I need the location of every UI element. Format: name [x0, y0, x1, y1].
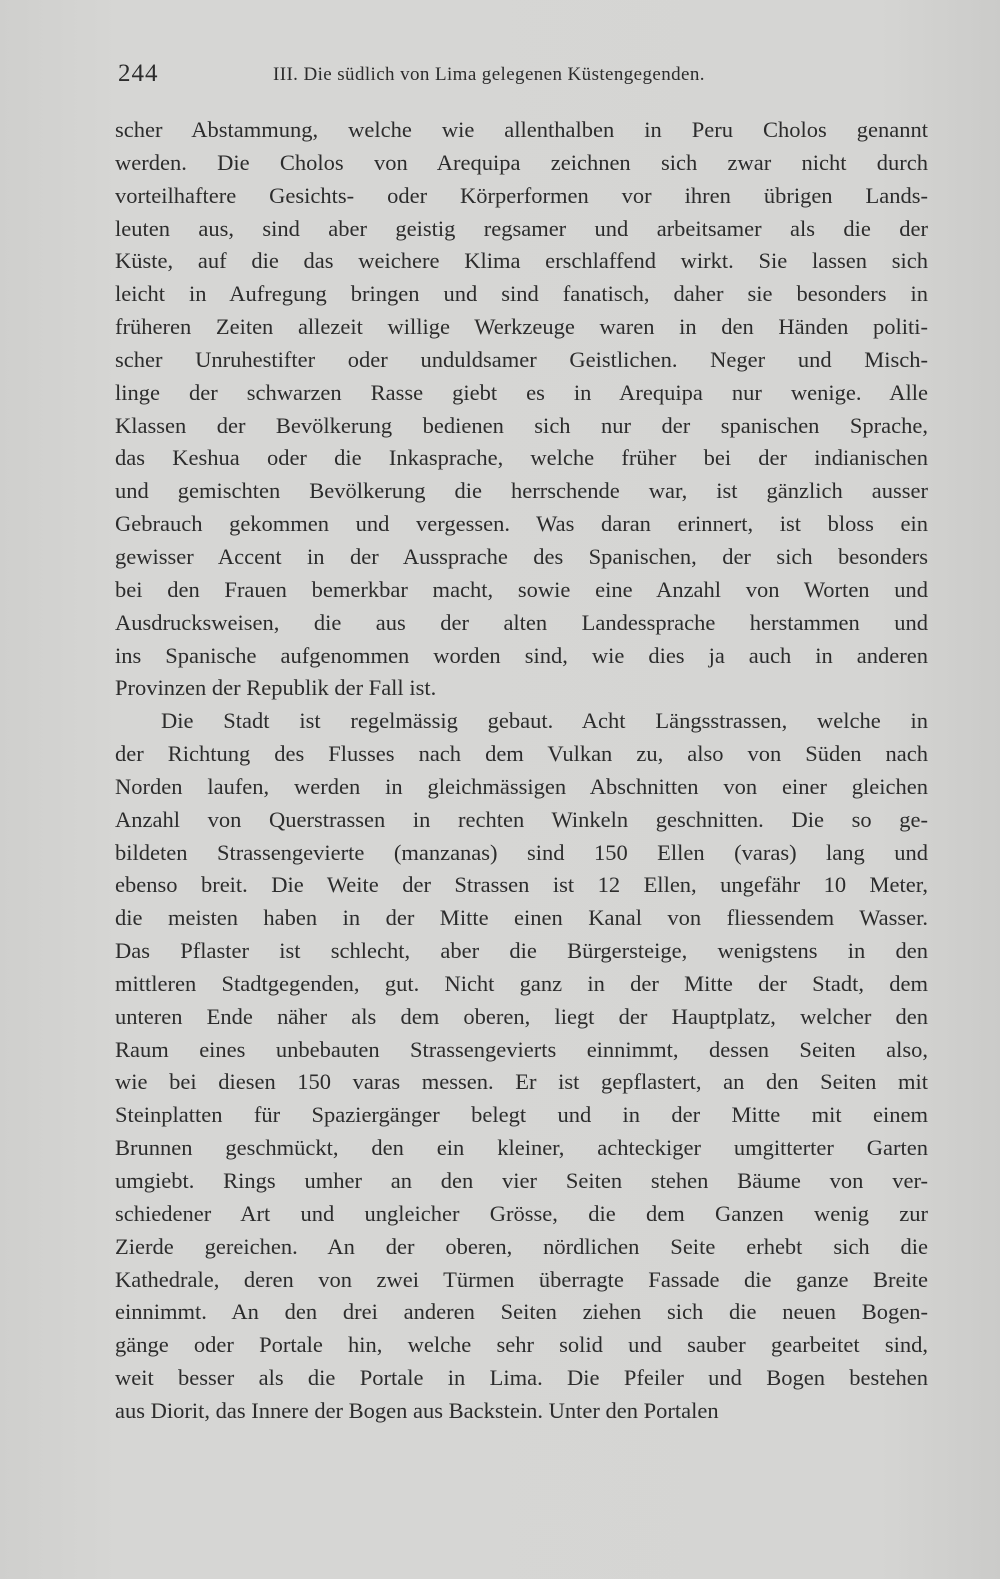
body-text	[115, 114, 928, 1428]
text-line: Norden laufen, werden in gleichmässigen Abschnitten von einer gleichen	[115, 773, 928, 799]
text-line: leuten aus, sind aber geistig regsamer und arbeitsamer als die der	[115, 215, 928, 241]
text-line: Raum eines unbebauten Strassengevierts einnimmt, dessen Seiten also,	[115, 1036, 928, 1062]
page-number: 244	[118, 60, 159, 87]
text-line: Anzahl von Querstrassen in rechten Winkeln geschnitten. Die so ge-	[115, 806, 928, 832]
text-line: und gemischten Bevölkerung die herrschende war, ist gänzlich ausser	[115, 478, 928, 504]
text-line: Ausdrucksweisen, die aus der alten Landessprache herstammen und	[115, 609, 928, 635]
paragraph	[115, 705, 928, 1428]
text-line: bei den Frauen bemerkbar macht, sowie eine Anzahl von Worten und	[115, 576, 928, 602]
text-line: das Keshua oder die Inkasprache, welche früher bei der indianischen	[115, 445, 928, 471]
text-line: weit besser als die Portale in Lima. Die Pfeiler und Bogen bestehen	[115, 1365, 928, 1391]
text-line: früheren Zeiten allezeit willige Werkzeuge waren in den Händen politi-	[115, 314, 928, 340]
text-line: aus Diorit, das Innere der Bogen aus Backstein. Unter den Portalen	[115, 1397, 719, 1423]
text-line: gewisser Accent in der Aussprache des Spanischen, der sich besonders	[115, 543, 928, 569]
text-line: Steinplatten für Spaziergänger belegt und in der Mitte mit einem	[115, 1102, 928, 1128]
paragraph	[115, 114, 928, 705]
text-line: wie bei diesen 150 varas messen. Er ist gepflastert, an den Seiten mit	[115, 1069, 928, 1095]
text-line: Brunnen geschmückt, den ein kleiner, achteckiger umgitterter Garten	[115, 1135, 928, 1161]
text-line: umgiebt. Rings umher an den vier Seiten stehen Bäume von ver-	[115, 1168, 928, 1193]
text-line: der Richtung des Flusses nach dem Vulkan zu, also von Süden nach	[115, 741, 928, 767]
text-line: die meisten haben in der Mitte einen Kanal von fliessendem Wasser.	[115, 905, 928, 931]
text-line: Zierde gereichen. An der oberen, nördlichen Seite erhebt sich die	[115, 1233, 928, 1259]
text-line: ins Spanische aufgenommen worden sind, wie dies ja auch in anderen	[115, 642, 928, 668]
text-line: werden. Die Cholos von Arequipa zeichnen sich zwar nicht durch	[115, 149, 928, 175]
text-line: mittleren Stadtgegenden, gut. Nicht ganz in der Mitte der Stadt, dem	[115, 970, 928, 996]
text-line: gänge oder Portale hin, welche sehr solid und sauber gearbeitet sind,	[115, 1332, 928, 1358]
text-line: Küste, auf die das weichere Klima erschlaffend wirkt. Sie lassen sich	[115, 248, 928, 274]
text-line: ebenso breit. Die Weite der Strassen ist 12 Ellen, ungefähr 10 Meter,	[115, 872, 928, 898]
text-line: Das Pflaster ist schlecht, aber die Bürgersteige, wenigstens in den	[115, 938, 928, 964]
running-head	[118, 60, 928, 94]
running-title: III. Die südlich von Lima gelegenen Küstengegenden.	[273, 64, 705, 85]
text-line: Gebrauch gekommen und vergessen. Was daran erinnert, ist bloss ein	[115, 511, 928, 537]
text-line: Kathedrale, deren von zwei Türmen überragte Fassade die ganze Breite	[115, 1266, 928, 1292]
text-line: bildeten Strassengevierte (manzanas) sind 150 Ellen (varas) lang und	[115, 839, 928, 865]
text-line: Provinzen der Republik der Fall ist.	[115, 675, 437, 701]
text-line: scher Abstammung, welche wie allenthalben in Peru Cholos genannt	[115, 117, 928, 142]
text-line: unteren Ende näher als dem oberen, liegt der Hauptplatz, welcher den	[115, 1003, 928, 1029]
text-line: Die Stadt ist regelmässig gebaut. Acht Längsstrassen, welche in	[161, 708, 928, 734]
text-line: einnimmt. An den drei anderen Seiten ziehen sich die neuen Bogen-	[115, 1299, 928, 1325]
text-line: vorteilhaftere Gesichts- oder Körperformen vor ihren übrigen Lands-	[115, 182, 928, 208]
text-line: scher Unruhestifter oder unduldsamer Geistlichen. Neger und Misch-	[115, 346, 928, 372]
text-line: schiedener Art und ungleicher Grösse, die dem Ganzen wenig zur	[115, 1200, 928, 1226]
text-line: leicht in Aufregung bringen und sind fanatisch, daher sie besonders in	[115, 281, 928, 307]
text-line: Klassen der Bevölkerung bedienen sich nur der spanischen Sprache,	[115, 412, 928, 438]
text-line: linge der schwarzen Rasse giebt es in Arequipa nur wenige. Alle	[115, 379, 928, 405]
